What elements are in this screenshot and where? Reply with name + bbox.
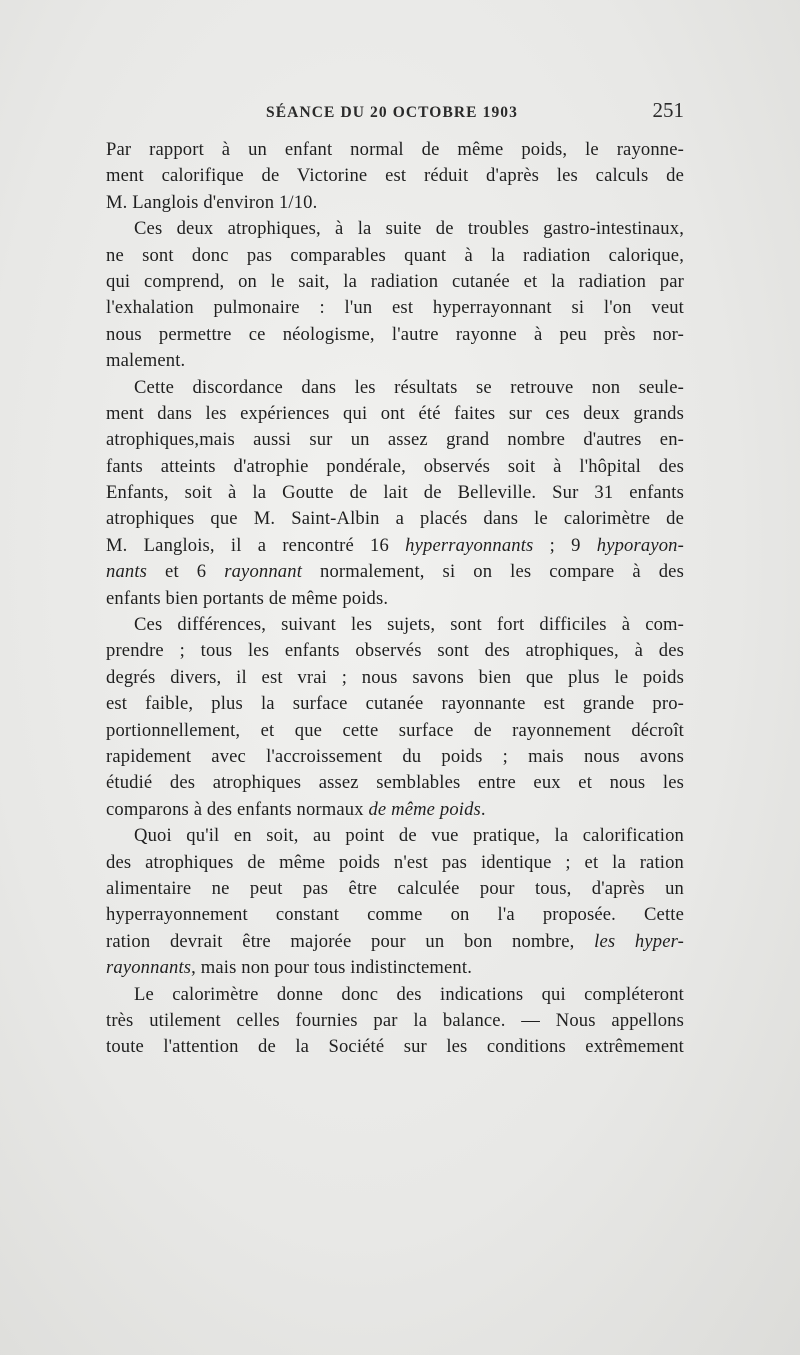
text-line: toute l'attention de la Société sur les conditions extrêmement (106, 1036, 684, 1058)
text-line: très utilement celles fournies par la balance. — Nous appellons (106, 1009, 684, 1031)
text-line: Ces différences, suivant les sujets, sont fort difficiles à com- (134, 614, 684, 636)
text-line (106, 797, 684, 823)
text-line: M. Langlois d'environ 1/10. (106, 191, 318, 213)
text-line: Ces deux atrophiques, à la suite de troubles gastro-intestinaux, (134, 218, 684, 240)
italic-term: de même poids (368, 798, 481, 820)
text-run: ; 9 (549, 534, 581, 556)
text-line: rapidement avec l'accroissement du poids ; mais nous avons (106, 745, 684, 767)
text-line: Cette discordance dans les résultats se retrouve non seule- (134, 376, 684, 398)
text-line: nous permettre ce néologisme, l'autre rayonne à peu près nor- (106, 323, 684, 345)
text-line: malement. (106, 350, 186, 372)
text-line (106, 559, 684, 585)
text-line: ment calorifique de Victorine est réduit d'après les calculs de (106, 165, 684, 187)
text-line: alimentaire ne peut pas être calculée pour tous, d'après un (106, 877, 684, 899)
text-line: Enfants, soit à la Goutte de lait de Belleville. Sur 31 enfants (106, 482, 684, 504)
text-run: ration devrait être majorée pour un bon nombre, (106, 930, 575, 952)
text-line: ne sont donc pas comparables quant à la radiation calorique, (106, 244, 684, 266)
text-line: ment dans les expériences qui ont été faites sur ces deux grands (106, 402, 684, 424)
text-line (106, 929, 684, 955)
text-run: M. Langlois, il a rencontré 16 (106, 534, 389, 556)
page-header (106, 98, 686, 130)
text-line: étudié des atrophiques assez semblables entre eux et nous les (106, 772, 684, 794)
italic-term: hyperrayonnants (405, 534, 534, 556)
text-line: prendre ; tous les enfants observés sont des atrophiques, à des (106, 640, 684, 662)
italic-term: rayonnants (106, 957, 192, 979)
text-line: des atrophiques de même poids n'est pas identique ; et la ration (106, 851, 684, 873)
page-number: 251 (652, 98, 684, 122)
text-line: est faible, plus la surface cutanée rayonnante est grande pro- (106, 693, 684, 715)
text-line: Le calorimètre donne donc des indications qui compléteront (134, 983, 684, 1005)
text-line: atrophiques que M. Saint-Albin a placés dans le calorimètre de (106, 508, 684, 530)
italic-term: hyporayon- (596, 534, 684, 556)
text-line: degrés divers, il est vrai ; nous savons bien que plus le poids (106, 666, 684, 688)
italic-term: nants (106, 561, 148, 583)
text-line: l'exhalation pulmonaire : l'un est hyperrayonnant si l'on veut (106, 297, 684, 319)
text-line: fants atteints d'atrophie pondérale, observés soit à l'hôpital des (106, 455, 684, 477)
text-line: atrophiques,mais aussi sur un assez grand nombre d'autres en- (106, 429, 684, 451)
text-line (106, 533, 684, 559)
text-line (106, 955, 684, 981)
text-line: qui comprend, on le sait, la radiation cutanée et la radiation par (106, 270, 684, 292)
text-run: normalement, si on les compare à des (320, 561, 684, 583)
text-line: enfants bien portants de même poids. (106, 587, 389, 609)
text-line: Par rapport à un enfant normal de même poids, le rayonne- (106, 139, 684, 160)
text-run: et 6 (165, 561, 207, 583)
italic-term: les hyper- (594, 930, 684, 952)
italic-term: rayonnant (224, 561, 303, 583)
text-line: hyperrayonnement constant comme on l'a proposée. Cette (106, 904, 684, 926)
text-run: , mais non pour tous indistinctement. (191, 957, 472, 979)
text-line: portionnellement, et que cette surface de rayonnement décroît (106, 719, 684, 741)
text-run: . (480, 798, 486, 820)
text-line: Quoi qu'il en soit, au point de vue pratique, la calorification (134, 825, 684, 847)
text-run: comparons à des enfants normaux (106, 798, 364, 820)
running-title: SÉANCE DU 20 OCTOBRE 1903 (266, 104, 519, 121)
body-text (106, 137, 684, 1061)
